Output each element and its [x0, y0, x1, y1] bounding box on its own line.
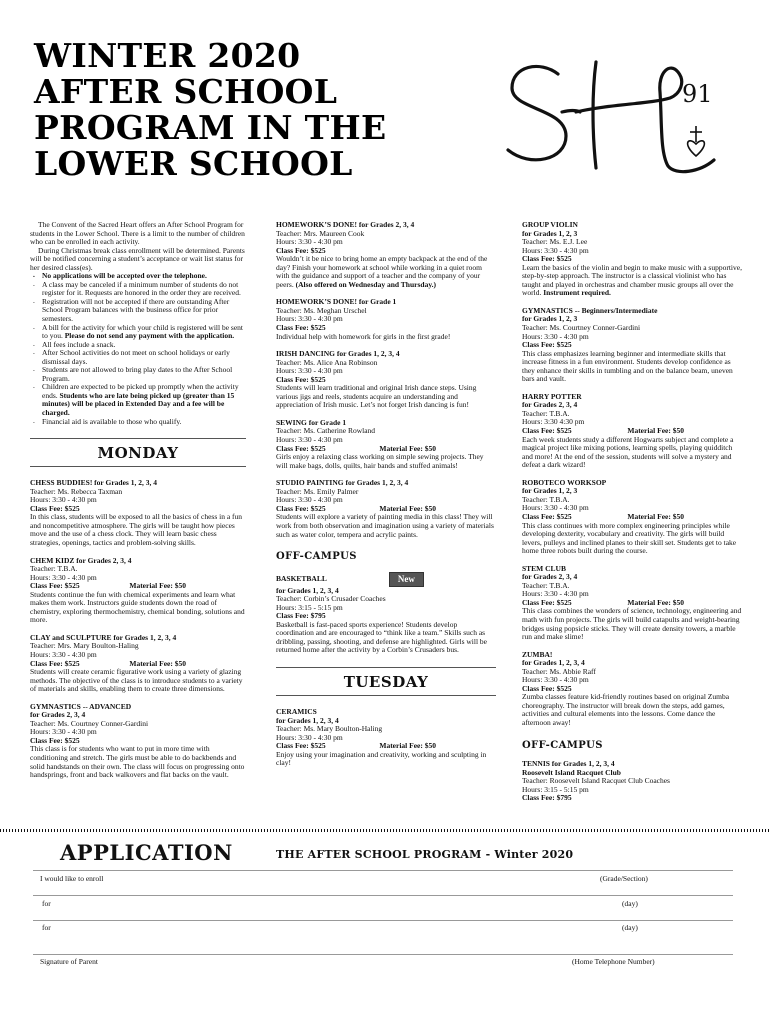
day-label: (day) [622, 899, 638, 908]
column-right [522, 221, 744, 803]
class-grades: for Grades 1, 2, 3, 4 [276, 715, 339, 725]
class-teacher: Teacher: Ms. Meghan Urschel [276, 305, 367, 315]
class-description: In this class, students will be exposed to all the basics of chess in a fun and noncompetitive atmosphere. The girls will be taught how pieces move and the use of a chess clock. They will learn basic chess strategies, openings, tactics and problem-solving skills. [30, 512, 243, 547]
class-title: TENNIS for Grades 1, 2, 3, 4 [522, 759, 615, 769]
class-fee: Class Fee: $525 [522, 511, 572, 521]
class-hours: Hours: 3:30 - 4:30 pm [30, 727, 97, 737]
class-harry-potter [522, 393, 744, 470]
class-hours: Hours: 3:30 - 4:30 pm [522, 331, 589, 341]
class-teacher: Teacher: T.B.A. [522, 494, 570, 504]
class-stem [522, 565, 744, 642]
class-hours: Hours: 3:30 - 4:30 pm [30, 572, 97, 582]
activity-field[interactable] [33, 920, 733, 921]
class-fee: Class Fee: $525 [30, 503, 80, 513]
class-robotech [522, 479, 744, 556]
class-hours: Hours: 3:30 - 4:30 pm [522, 503, 589, 513]
class-description: Learn the basics of the violin and begin to make music with a supportive, step-by-step approach. The instructor is a classical violinist who has taught and played in orchestras and chamber music groups all over the world. Instrument required. [522, 262, 742, 298]
intro-sub-bullet: . Students are not allowed to bring play dates to the After School Program. [30, 366, 246, 383]
intro-bullet: . Registration will not be accepted if there are outstanding After School Program balances with the business office for prior semesters. [30, 298, 246, 324]
class-title: CLAY and SCULPTURE for Grades 1, 2, 3, 4 [30, 632, 177, 642]
class-title: SEWING for Grade 1 [276, 417, 347, 427]
class-description: This class is for students who want to put in more time with conditioning and stretch. The girls must be able to do backbends and solid handstands on their own. The class will focus on progressing onto handsprings, front and back walkovers and flat backs on the vault. [30, 744, 245, 780]
class-hours: Hours: 3:15 - 5:15 pm [522, 784, 589, 794]
class-teacher: Teacher: Corbin’s Crusader Coaches [276, 594, 386, 604]
class-description: Students will explore a variety of painting media in this class! They will work from both observation and imagination using a variety of materials such as water color, tempera and acrylic paints. [276, 512, 494, 539]
material-fee: Material Fee: $50 [379, 443, 436, 453]
class-fee: Class Fee: $525 [276, 503, 326, 513]
application-subheading: THE AFTER SCHOOL PROGRAM - Winter 2020 [276, 848, 574, 861]
class-title: CHEM KIDZ for Grades 2, 3, 4 [30, 555, 132, 565]
class-fee: Class Fee: $525 [276, 323, 326, 333]
class-fee: Class Fee: $795 [522, 793, 572, 803]
enroll-field[interactable] [33, 870, 733, 871]
class-title: GYMNASTICS -- Beginners/Intermediate [522, 305, 658, 315]
class-violin [522, 221, 744, 298]
material-fee: Material Fee: $50 [627, 426, 684, 436]
phone-label: (Home Telephone Number) [572, 957, 655, 966]
class-fee: Class Fee: $525 [30, 735, 80, 745]
class-title: GYMNASTICS -- ADVANCED [30, 701, 132, 711]
activity-field[interactable] [33, 895, 733, 896]
signature-field[interactable] [33, 954, 733, 955]
class-grades: for Grades 1, 2, 3, 4 [522, 658, 585, 668]
class-gym-beginner [522, 307, 744, 384]
class-hours: Hours: 3:30 - 4:30 pm [522, 245, 589, 255]
class-teacher: Teacher: Ms. Mary Boulton-Haling [276, 724, 383, 734]
bullet-bold-text: Please do not send any payment with the application. [64, 331, 235, 341]
class-sewing [276, 419, 496, 470]
column-left [30, 221, 246, 780]
class-title: HOMEWORK’S DONE! for Grades 2, 3, 4 [276, 220, 415, 229]
class-title: HARRY POTTER [522, 391, 582, 401]
intro-bullet [30, 324, 246, 341]
class-teacher: Teacher: Ms. Catherine Rowland [276, 426, 376, 436]
class-teacher: Teacher: Ms. Courtney Conner-Gardini [522, 323, 641, 333]
offcampus-heading: OFF-CAMPUS [522, 739, 603, 751]
class-teacher: Teacher: Ms. Emily Palmer [276, 486, 359, 496]
class-description: This class combines the wonders of science, technology, engineering and math with fun projects. The girls will build catapults and weight-bearing bridges using popsicle sticks. They will create density towers, a marble run and make slime! [522, 606, 742, 642]
application-heading: APPLICATION [60, 840, 233, 865]
class-title: IRISH DANCING for Grades 1, 2, 3, 4 [276, 349, 400, 359]
class-title: GROUP VIOLIN [522, 220, 578, 229]
class-ceramics [276, 708, 496, 768]
class-description: Girls enjoy a relaxing class working on simple sewing projects. They will make bags, dolls, quilts, hair bands and stuffed animals! [276, 452, 484, 470]
class-grades: for Grades 1, 2, 3 [522, 486, 578, 496]
material-fee: Material Fee: $50 [379, 741, 436, 751]
class-teacher: Teacher: Ms. E.J. Lee [522, 237, 588, 247]
class-irish [276, 350, 496, 410]
class-hours: Hours: 3:30 - 4:30 pm [276, 314, 343, 324]
new-badge: New [389, 572, 424, 587]
class-fee: Class Fee: $525 [30, 581, 80, 591]
intro-sub-bullet: . After School activities do not meet on school holidays or early dismissal days. [30, 349, 246, 366]
class-hours: Hours: 3:30 - 4:30 pm [276, 732, 343, 742]
class-hours: Hours: 3:30 - 4:30 pm [522, 589, 589, 599]
material-fee: Material Fee: $50 [129, 581, 186, 591]
material-fee: Material Fee: $50 [129, 658, 186, 668]
class-fee: Class Fee: $525 [522, 254, 572, 264]
class-description: Basketball is fast-paced sports experience! Students develop coordination and are encouraged to “think like a team.” Skills such as dribbling, passing, shooting, and defense are highlighted. Girls will be returned home after the activity by a Corbin’s Crusaders bus. [276, 619, 488, 655]
intro-bullet: . A class may be canceled if a minimum number of students do not register for it. Requests are honored in the order they are received. [30, 281, 246, 298]
class-hours: Hours: 3:15 - 5:15 pm [276, 602, 343, 612]
class-fee: Class Fee: $525 [522, 597, 572, 607]
school-logo [500, 52, 732, 177]
class-gym-advanced [30, 703, 246, 780]
class-hours: Hours: 3:30 - 4:30 pm [522, 675, 589, 685]
class-title: BASKETBALL [276, 573, 327, 583]
class-teacher: Teacher: Ms. Courtney Conner-Gardini [30, 718, 149, 728]
class-grades: for Grades 1, 2, 3 [522, 314, 578, 324]
class-fee: Class Fee: $525 [522, 426, 572, 436]
bullet-bold-text: Students who are late being picked up (greater than 15 minutes) will be placed in Extended Day and a fee will be charged. [42, 390, 235, 418]
class-grades: for Grades 1, 2, 3 [522, 228, 578, 238]
class-hours: Hours: 3:30 4:30 pm [522, 417, 585, 427]
class-teacher: Teacher: Ms. Abbie Raff [522, 666, 596, 676]
class-fee: Class Fee: $525 [276, 245, 326, 255]
class-grades: for Grades 2, 3, 4 [522, 572, 578, 582]
class-teacher: Teacher: Mrs. Maureen Cook [276, 228, 365, 238]
intro-paragraph: During Christmas break class enrollment will be determined. Parents will be notified concerning a student’s acceptance or wait list status for her desired class(es). [30, 245, 245, 272]
class-homework-1 [276, 298, 496, 341]
class-teacher: Teacher: Ms. Alice Ana Robinson [276, 357, 378, 367]
class-hours: Hours: 3:30 - 4:30 pm [276, 366, 343, 376]
class-chemkidz [30, 557, 246, 625]
class-description: Students will create ceramic figurative work using a variety of glazing methods. The objective of the class is to introduce students to a variety of materials and skills, enabling them to create three dimensions. [30, 667, 243, 694]
intro-paragraph: The Convent of the Sacred Heart offers an After School Program for students in the Lower School. There is a limit to the number of children who can be enrolled in each activity. [30, 220, 245, 247]
class-basketball [276, 572, 496, 655]
class-grades: for Grades 2, 3, 4 [30, 710, 86, 720]
bullet-text: Children are expected to be picked up promptly when the activity ends. [42, 382, 239, 400]
class-teacher: Teacher: Roosevelt Island Racquet Club Coaches [522, 776, 670, 786]
intro-bullet: . No applications will be accepted over the telephone. [30, 272, 246, 281]
class-fee: Class Fee: $525 [522, 340, 572, 350]
class-description: This class continues with more complex engineering principles while developing dexterity, vocabulary and creativity. The girls will build levers, pulleys and inclined planes to their skill set. Students get to take home three robots built during the course. [522, 520, 737, 556]
intro-sub-bullet: . All fees include a snack. [30, 341, 246, 350]
class-title: HOMEWORK’S DONE! for Grade 1 [276, 297, 397, 307]
material-fee: Material Fee: $50 [379, 503, 436, 513]
class-fee: Class Fee: $525 [276, 741, 326, 751]
heart-cross-icon [688, 126, 705, 156]
class-tennis [522, 760, 744, 803]
class-homework-2-4 [276, 221, 496, 289]
offcampus-heading: OFF-CAMPUS [276, 551, 357, 563]
class-description: Zumba classes feature kid-friendly routines based on original Zumba choreography. The instructor will break down the steps, add games, activities and cultural elements into the lessons. Come dance the afternoon away! [522, 692, 730, 727]
class-title: CHESS BUDDIES! for Grades 1, 2, 3, 4 [30, 478, 157, 488]
grade-section-label: (Grade/Section) [600, 874, 648, 883]
class-description: Students will learn traditional and original Irish dance steps. Using various jigs and reels, students acquire an understanding and appreciation of Irish music. Let’s not forget Irish dancing is fun! [276, 383, 477, 410]
page-title: WINTER 2020 AFTER SCHOOL PROGRAM IN THE LOWER SCHOOL [34, 36, 387, 183]
material-fee: Material Fee: $50 [627, 597, 684, 607]
class-hours: Hours: 3:30 - 4:30 pm [276, 435, 343, 445]
class-teacher: Teacher: T.B.A. [522, 408, 570, 418]
class-description: Enjoy using your imagination and creativity, working and sculpting in clay! [276, 749, 487, 768]
class-description: Wouldn’t it be nice to bring home an empty backpack at the end of the day? Finish your homework at school while working in a quiet room with the guidance and support of a teacher and the company of your peers. (Also offered on Wednesday and Thursday.) [276, 254, 488, 289]
class-teacher: Teacher: Mrs. Mary Boulton-Haling [30, 641, 139, 651]
intro-sub-bullet: . Financial aid is available to those who qualify. [30, 418, 246, 427]
class-title: ZUMBA! [522, 649, 553, 659]
class-hours: Hours: 3:30 - 4:30 pm [276, 495, 343, 505]
class-fee: Class Fee: $795 [276, 611, 326, 621]
intro-sub-bullet [30, 383, 246, 417]
day-heading-monday: MONDAY [30, 438, 246, 467]
for-label: for [42, 923, 51, 932]
signature-label: Signature of Parent [40, 957, 98, 966]
day-heading-tuesday: TUESDAY [276, 667, 496, 696]
class-studio-painting [276, 479, 496, 539]
class-fee: Class Fee: $525 [30, 658, 80, 668]
class-title: ROBOTECO WORKSOP [522, 477, 607, 487]
class-clay [30, 634, 246, 694]
class-teacher: Teacher: Ms. Rebecca Taxman [30, 486, 123, 496]
class-grades: for Grades 1, 2, 3, 4 [276, 585, 339, 595]
section-divider [0, 829, 770, 832]
logo-year: 91 [682, 80, 713, 108]
class-fee: Class Fee: $525 [276, 374, 326, 384]
class-hours: Hours: 3:30 - 4:30 pm [30, 649, 97, 659]
class-title-row [276, 572, 496, 587]
class-description: Students continue the fun with chemical experiments and learn what makes them work. Instructors guide students down the road of chemistry, exploring thermochemistry, chemical bonding, solutions and more. [30, 589, 245, 625]
class-title: STEM CLUB [522, 563, 566, 573]
column-middle [276, 221, 496, 768]
class-teacher: Teacher: T.B.A. [522, 580, 570, 590]
class-title: CERAMICS [276, 706, 317, 716]
material-fee: Material Fee: $50 [627, 511, 684, 521]
class-description: Individual help with homework for girls in the first grade! [276, 331, 451, 341]
class-description: This class emphasizes learning beginner and intermediate skills that increase fitness in a fun environment. Students develop confidence as they enhance their skills in tumbling and on the balance beam, uneven bars and vault. [522, 348, 733, 384]
class-chess [30, 479, 246, 547]
class-description: Each week students study a different Hogwarts subject and complete a magical project like mixing potions, learning spells, playing quidditch and more! At the end of the session, students will solve a mystery and defeat a dark wizard! [522, 434, 734, 470]
class-zumba [522, 651, 744, 728]
day-label: (day) [622, 923, 638, 932]
class-teacher: Teacher: T.B.A. [30, 564, 78, 574]
class-grades: for Grades 2, 3, 4 [522, 400, 578, 410]
for-label: for [42, 899, 51, 908]
enroll-label: I would like to enroll [40, 874, 104, 883]
class-fee: Class Fee: $525 [276, 443, 326, 453]
class-title: STUDIO PAINTING for Grades 1, 2, 3, 4 [276, 478, 409, 488]
class-hours: Hours: 3:30 - 4:30 pm [276, 237, 343, 247]
class-club: Roosevelt Island Racquet Club [522, 767, 621, 777]
class-hours: Hours: 3:30 - 4:30 pm [30, 495, 97, 505]
bullet-text: A bill for the activity for which your child is registered will be sent to you. [42, 322, 243, 341]
class-fee: Class Fee: $525 [522, 683, 572, 693]
